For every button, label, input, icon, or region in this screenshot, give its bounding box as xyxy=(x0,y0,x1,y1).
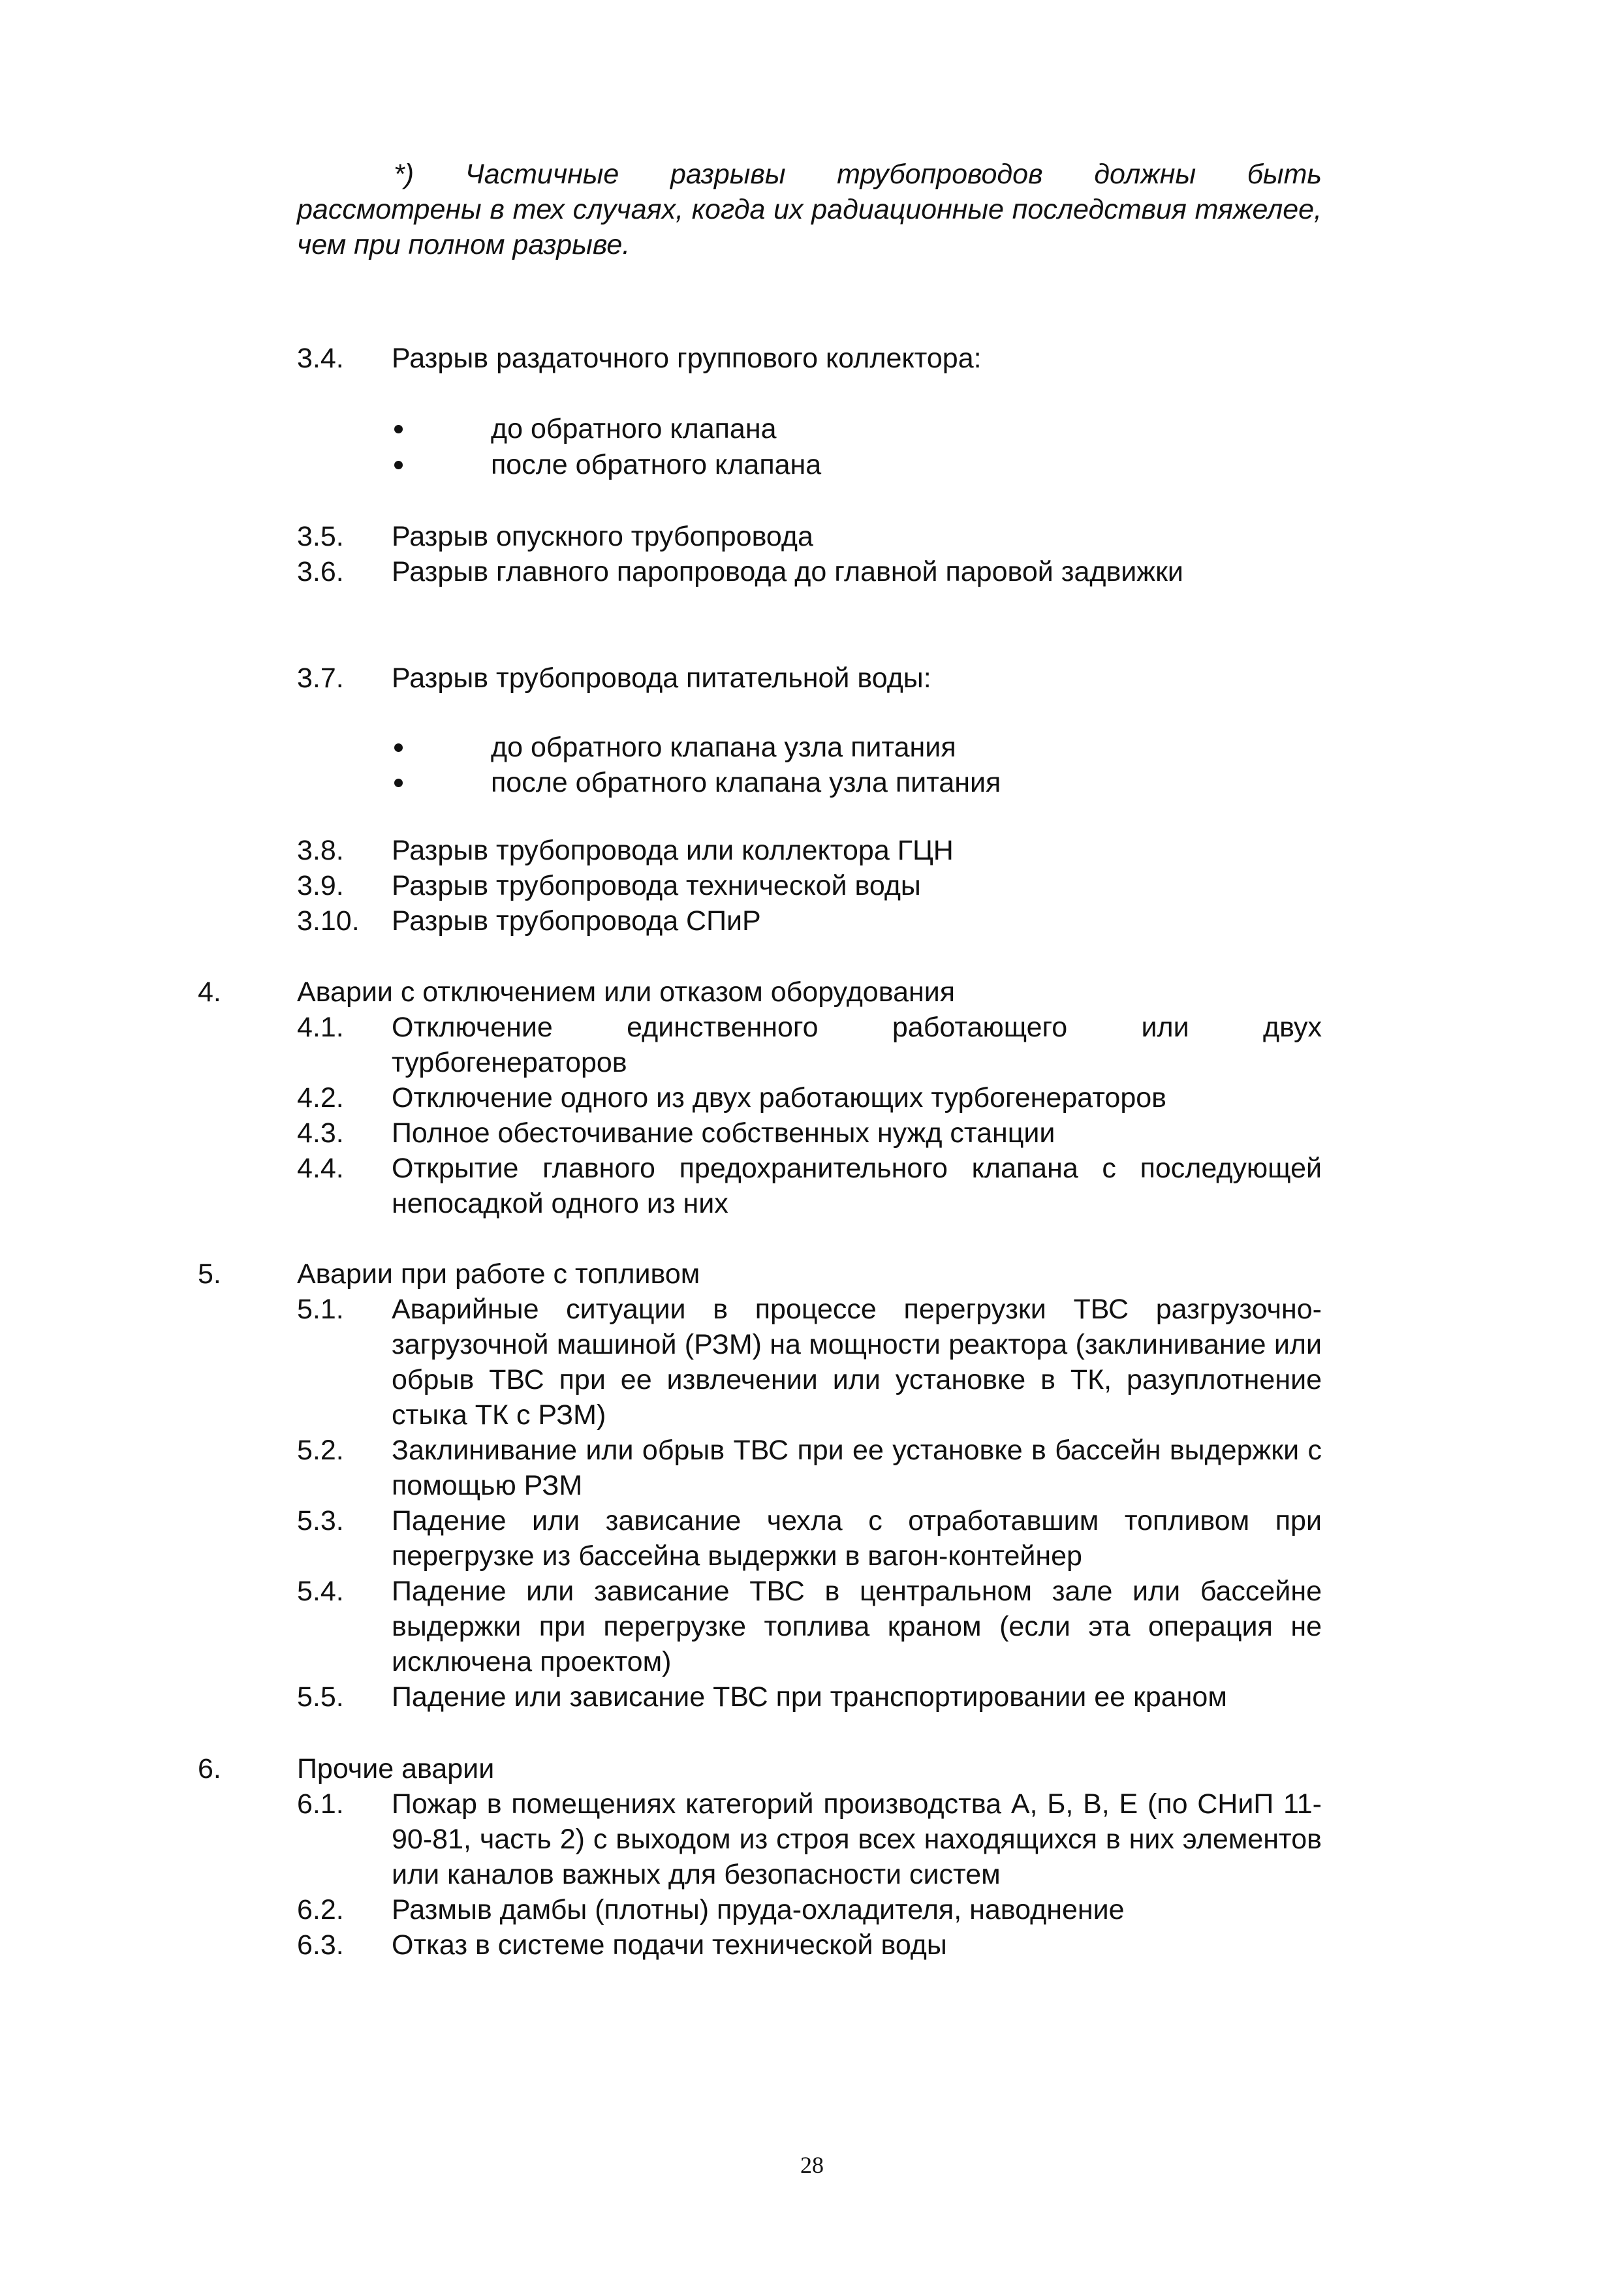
bullet-icon xyxy=(394,743,403,752)
item-5-1 xyxy=(297,1292,1322,1433)
item-number: 3.4. xyxy=(297,343,344,374)
item-number: 6.2. xyxy=(297,1894,344,1925)
item-text: Размыв дамбы (плотны) пруда-охладителя, наводнение xyxy=(392,1894,1125,1925)
item-6-3 xyxy=(297,1927,1322,1963)
item-text: Разрыв главного паропровода до главной паровой задвижки xyxy=(392,556,1183,587)
footnote-paragraph xyxy=(297,157,1322,262)
bullet-text: после обратного клапана узла питания xyxy=(491,767,1001,798)
bullet-text: после обратного клапана xyxy=(491,449,822,480)
item-5-5 xyxy=(297,1679,1322,1715)
item-number: 4.4. xyxy=(297,1153,344,1184)
item-number: 4.2. xyxy=(297,1082,344,1113)
item-number: 6.1. xyxy=(297,1788,344,1820)
item-text-line2: турбогенераторов xyxy=(392,1047,627,1078)
item-number: 4.3. xyxy=(297,1117,344,1149)
item-text: Разрыв трубопровода технической воды xyxy=(392,870,921,901)
item-text-line1: Отключение единственного работающего или двух xyxy=(392,1012,1322,1043)
item-number: 5.3. xyxy=(297,1505,344,1536)
item-6-2 xyxy=(297,1892,1322,1927)
bullet-icon xyxy=(394,779,403,787)
footnote-marker: *) xyxy=(394,159,414,190)
item-text: Падение или зависание ТВС в центральном зале или бассейне выдержки при перегрузке топлива краном (если эта операция не исключена проектом) xyxy=(392,1576,1322,1677)
footnote-first-line xyxy=(297,157,1322,192)
item-number: 6.3. xyxy=(297,1929,344,1961)
footnote-rest: рассмотрены в тех случаях, когда их радиационные последствия тяжелее, чем при полном разрыве. xyxy=(297,194,1322,260)
section-title: Аварии при работе с топливом xyxy=(297,1258,700,1290)
item-number: 3.6. xyxy=(297,556,344,587)
item-text: Заклинивание или обрыв ТВС при ее установке в бассейн выдержки с помощью РЗМ xyxy=(392,1435,1322,1501)
item-text: Разрыв опускного трубопровода xyxy=(392,521,813,552)
item-text: Падение или зависание ТВС при транспортировании ее краном xyxy=(392,1681,1227,1713)
item-text: Пожар в помещениях категорий производства А, Б, В, Е (по СНиП 11-90-81, часть 2) с выходом из строя всех находящихся в них элементов или каналов важных для безопасности систем xyxy=(392,1788,1322,1890)
footnote-line1: Частичные разрывы трубопроводов должны быть xyxy=(465,159,1322,190)
item-number: 3.5. xyxy=(297,521,344,552)
item-number: 5.4. xyxy=(297,1576,344,1607)
item-text: Падение или зависание чехла с отработавшим топливом при перегрузке из бассейна выдержки в вагон-контейнер xyxy=(392,1505,1322,1572)
item-number: 5.1. xyxy=(297,1294,344,1325)
item-number: 3.8. xyxy=(297,835,344,866)
item-number: 5.5. xyxy=(297,1681,344,1713)
item-number: 4.1. xyxy=(297,1012,344,1043)
item-text: Разрыв трубопровода или коллектора ГЦН xyxy=(392,835,954,866)
item-6-1 xyxy=(297,1786,1322,1892)
page-number: 28 xyxy=(800,2152,824,2178)
item-number: 3.10. xyxy=(297,905,360,937)
item-text: Отказ в системе подачи технической воды xyxy=(392,1929,947,1961)
item-5-4 xyxy=(297,1574,1322,1679)
item-number: 3.7. xyxy=(297,662,344,694)
bullet-text: до обратного клапана xyxy=(491,413,777,444)
item-text: Полное обесточивание собственных нужд станции xyxy=(392,1117,1055,1149)
item-4-3 xyxy=(297,1115,1322,1151)
item-number: 5.2. xyxy=(297,1435,344,1466)
section-number: 4. xyxy=(198,976,221,1008)
bullet-icon xyxy=(394,425,403,433)
section-title: Аварии с отключением или отказом оборудования xyxy=(297,976,956,1008)
item-5-3 xyxy=(297,1503,1322,1574)
item-text: Разрыв раздаточного группового коллектора: xyxy=(392,343,982,374)
item-4-4 xyxy=(297,1151,1322,1221)
item-4-1 xyxy=(297,1010,1322,1080)
item-number: 3.9. xyxy=(297,870,344,901)
section-number: 5. xyxy=(198,1258,221,1290)
section-title: Прочие аварии xyxy=(297,1753,495,1784)
section-number: 6. xyxy=(198,1753,221,1784)
item-5-2 xyxy=(297,1433,1322,1503)
bullet-text: до обратного клапана узла питания xyxy=(491,732,956,763)
item-text: Разрыв трубопровода питательной воды: xyxy=(392,662,931,694)
item-text: Аварийные ситуации в процессе перегрузки ТВС разгрузочно-загрузочной машиной (РЗМ) на мощности реактора (заклинивание или обрыв ТВС при ее извлечении или установке в ТК, разуплотнение стыка ТК с РЗМ) xyxy=(392,1294,1322,1431)
bullet-icon xyxy=(394,461,403,469)
item-text: Отключение одного из двух работающих турбогенераторов xyxy=(392,1082,1167,1113)
item-4-2 xyxy=(297,1080,1322,1115)
item-text: Разрыв трубопровода СПиР xyxy=(392,905,761,937)
item-text: Открытие главного предохранительного клапана с последующей непосадкой одного из них xyxy=(392,1153,1322,1219)
